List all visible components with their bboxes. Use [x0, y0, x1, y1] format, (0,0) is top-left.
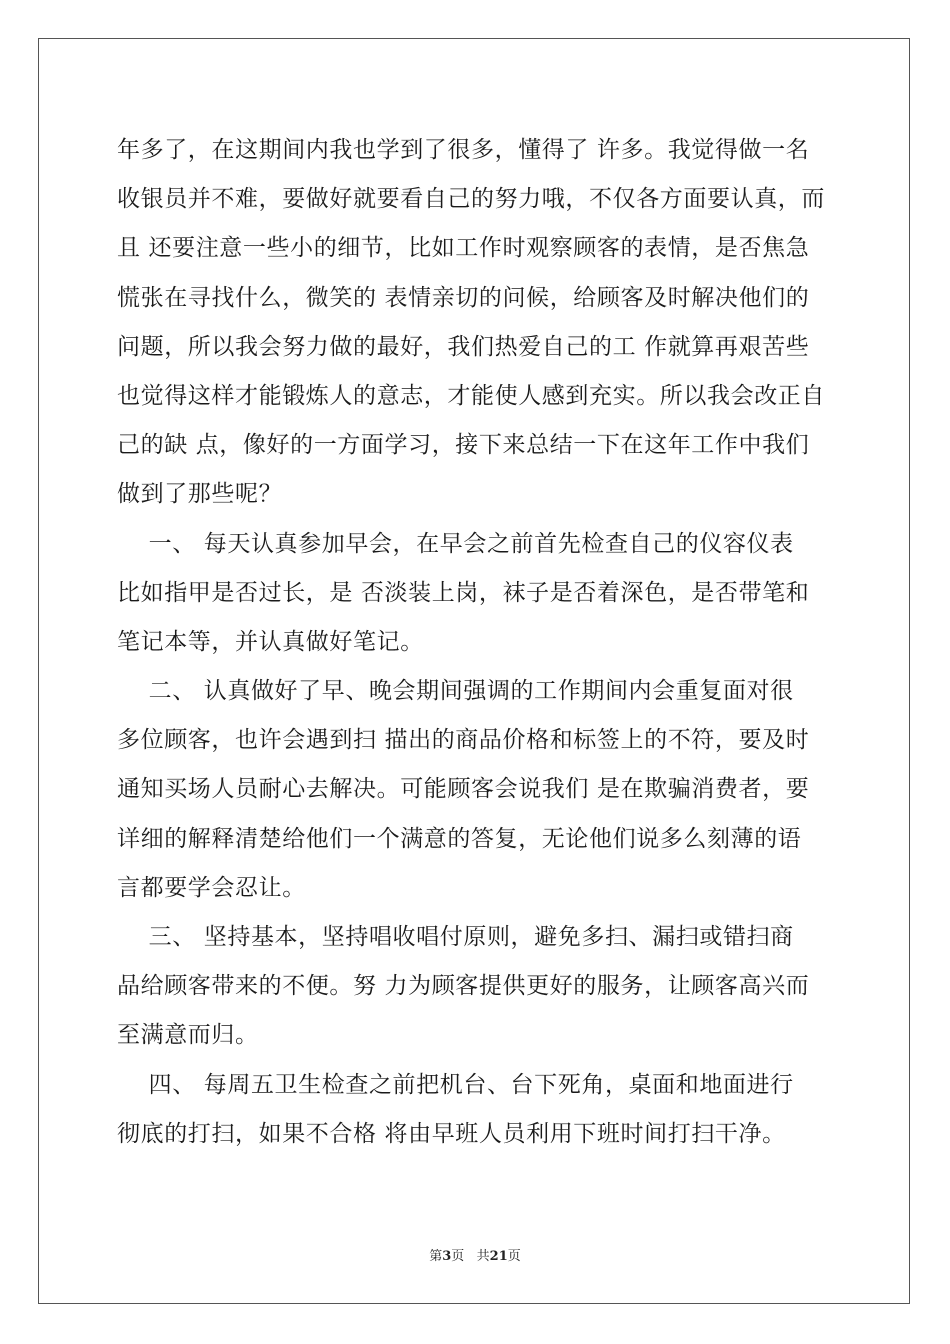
text-line: 且 还要注意一些小的细节，比如工作时观察顾客的表情，是否焦急: [117, 235, 810, 262]
page-suffix: 页: [507, 1249, 521, 1264]
text-line: 四、 每周五卫生检查之前把机台、台下死角，桌面和地面进行: [117, 1071, 794, 1098]
text-line: 二、 认真做好了早、晚会期间强调的工作期间内会重复面对很: [117, 678, 794, 705]
text-line: 言都要学会忍让。: [117, 874, 306, 901]
text-line: 三、 坚持基本，坚持唱收唱付原则，避免多扫、漏扫或错扫商: [117, 924, 794, 950]
text-line: 年多了，在这期间内我也学到了很多，懂得了 许多。我觉得做一名: [117, 137, 810, 163]
page-current-number: 3: [442, 1249, 452, 1264]
text-line: 一、 每天认真参加早会，在早会之前首先检查自己的仪容仪表: [117, 530, 794, 557]
text-line: 慌张在寻找什么，微笑的 表情亲切的问候，给顾客及时解决他们的: [117, 284, 810, 311]
text-line: 笔记本等，并认真做好笔记。: [117, 628, 424, 655]
text-line: 彻底的打扫，如果不合格 将由早班人员利用下班时间打扫干净。: [117, 1120, 786, 1147]
text-line: 至满意而归。: [117, 1022, 259, 1049]
text-line: 通知买场人员耐心去解决。可能顾客会说我们 是在欺骗消费者，要: [117, 776, 810, 803]
document-body: [117, 126, 833, 1159]
text-line: 多位顾客，也许会遇到扫 描出的商品价格和标签上的不符，要及时: [117, 727, 810, 754]
text-line: 己的缺 点，像好的一方面学习，接下来总结一下在这年工作中我们: [117, 432, 810, 459]
text-line: 问题，所以我会努力做的最好，我们热爱自己的工 作就算再艰苦些: [117, 333, 810, 360]
page-mid: 页 共: [451, 1249, 490, 1264]
page-prefix: 第: [429, 1249, 443, 1264]
text-line: 比如指甲是否过长，是 否淡装上岗，袜子是否着深色，是否带笔和: [117, 579, 810, 606]
text-line: 收银员并不难，要做好就要看自己的努力哦，不仅各方面要认真，而: [117, 186, 825, 213]
text-line: 品给顾客带来的不便。努 力为顾客提供更好的服务，让顾客高兴而: [117, 973, 810, 1000]
text-line: 详细的解释清楚给他们一个满意的答复，无论他们说多么刻薄的语: [117, 825, 802, 852]
page-total-number: 21: [489, 1249, 508, 1264]
page-footer: [0, 1245, 950, 1264]
text-line: 也觉得这样才能锻炼人的意志，才能使人感到充实。所以我会改正自: [117, 382, 825, 409]
text-line: 做到了那些呢？: [117, 481, 283, 508]
